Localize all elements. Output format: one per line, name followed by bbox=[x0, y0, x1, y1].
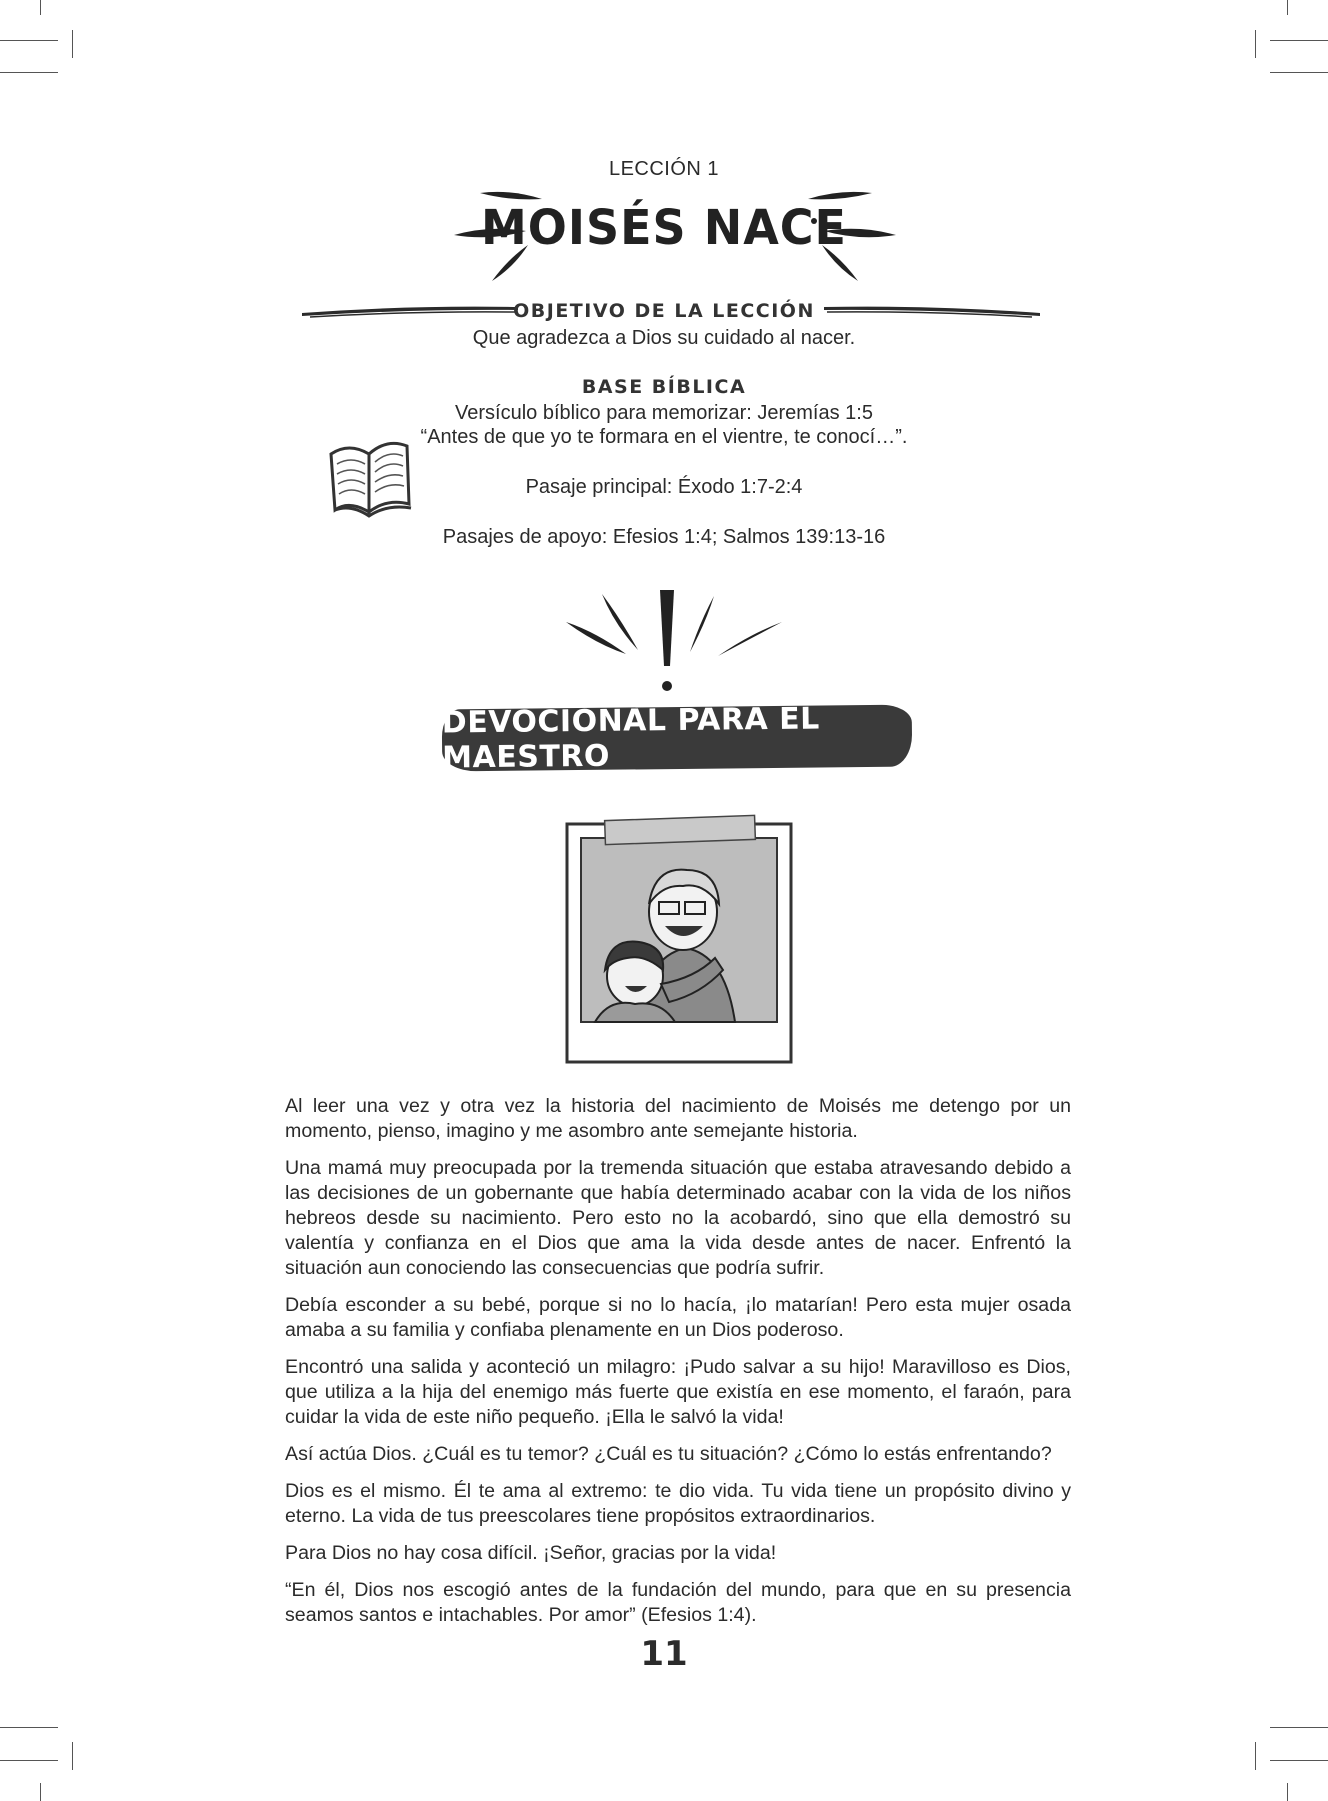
crop-mark bbox=[0, 1727, 58, 1728]
objective-text: Que agradezca a Dios su cuidado al nacer. bbox=[472, 327, 856, 349]
paragraph: Debía esconder a su bebé, porque si no lo hacía, ¡lo matarían! Pero esta mujer osada amaba a su familia y confiaba plenamente en un Dios poderoso. bbox=[285, 1294, 1071, 1341]
polaroid-illustration bbox=[565, 808, 795, 1066]
devotional-banner: DEVOCIONAL PARA EL MAESTRO bbox=[442, 705, 913, 772]
paragraph: Una mamá muy preocupada por la tremenda situación que estaba atravesando debido a las decisiones de un gobernante que había determinado acabar con la vida de los niños hebreos desde su nacimiento. Pero esto no la acobardó, sino que ella demostró su valentía y confianza en el Dios que ama la vida desde antes de nacer. Enfrentó la situación aun conociendo las consecuencias que podría sufrir. bbox=[285, 1157, 1071, 1279]
crop-mark bbox=[0, 40, 58, 41]
crop-mark bbox=[1270, 72, 1328, 73]
lesson-label: LECCIÓN 1 bbox=[608, 158, 720, 180]
paragraph: “En él, Dios nos escogió antes de la fundación del mundo, para que en su presencia seamos santos e intachables. Por amor” (Efesios 1:4). bbox=[285, 1579, 1071, 1626]
main-passage: Pasaje principal: Éxodo 1:7-2:4 bbox=[525, 476, 803, 498]
crop-mark bbox=[1270, 1760, 1328, 1761]
crop-mark bbox=[1255, 30, 1256, 58]
memory-verse-text: “Antes de que yo te formara en el vientre, te conocí…”. bbox=[420, 426, 908, 448]
crop-mark bbox=[1287, 0, 1288, 15]
crop-mark bbox=[0, 72, 58, 73]
paragraph: Así actúa Dios. ¿Cuál es tu temor? ¿Cuál es tu situación? ¿Cómo lo estás enfrentando? bbox=[285, 1443, 1052, 1465]
crop-mark bbox=[1287, 1783, 1288, 1801]
objective-heading: OBJETIVO DE LA LECCIÓN bbox=[513, 300, 815, 322]
crop-mark bbox=[72, 30, 73, 58]
lesson-title: MOISÉS NACE bbox=[481, 198, 847, 256]
crop-mark bbox=[1255, 1742, 1256, 1770]
paragraph: Al leer una vez y otra vez la historia del nacimiento de Moisés me detengo por un momento, pienso, imagino y me asombro ante semejante historia. bbox=[285, 1095, 1071, 1142]
crop-mark bbox=[72, 1742, 73, 1770]
crop-mark bbox=[1270, 40, 1328, 41]
paragraph: Dios es el mismo. Él te ama al extremo: te dio vida. Tu vida tiene un propósito divino y eterno. La vida de tus preescolares tiene propósitos extraordinarios. bbox=[285, 1480, 1071, 1527]
bible-base-heading: BASE BÍBLICA bbox=[581, 376, 747, 398]
paragraph: Para Dios no hay cosa difícil. ¡Señor, gracias por la vida! bbox=[285, 1542, 777, 1564]
crop-mark bbox=[1270, 1727, 1328, 1728]
crop-mark bbox=[40, 0, 41, 15]
support-passages: Pasajes de apoyo: Efesios 1:4; Salmos 139:13-16 bbox=[442, 526, 886, 548]
exclamation-burst-icon bbox=[560, 588, 790, 698]
memory-verse-reference: Versículo bíblico para memorizar: Jeremías 1:5 bbox=[455, 402, 873, 424]
page-number: 11 bbox=[640, 1634, 688, 1674]
crop-mark bbox=[0, 1760, 58, 1761]
paragraph: Encontró una salida y aconteció un milagro: ¡Pudo salvar a su hijo! Maravilloso es Dios, que utiliza a la hija del enemigo más fuerte que existía en ese momento, el faraón, para cuidar la vida de este niño pequeño. ¡Ella le salvó la vida! bbox=[285, 1356, 1071, 1428]
crop-mark bbox=[40, 1783, 41, 1801]
devotional-body bbox=[285, 1094, 1071, 1640]
